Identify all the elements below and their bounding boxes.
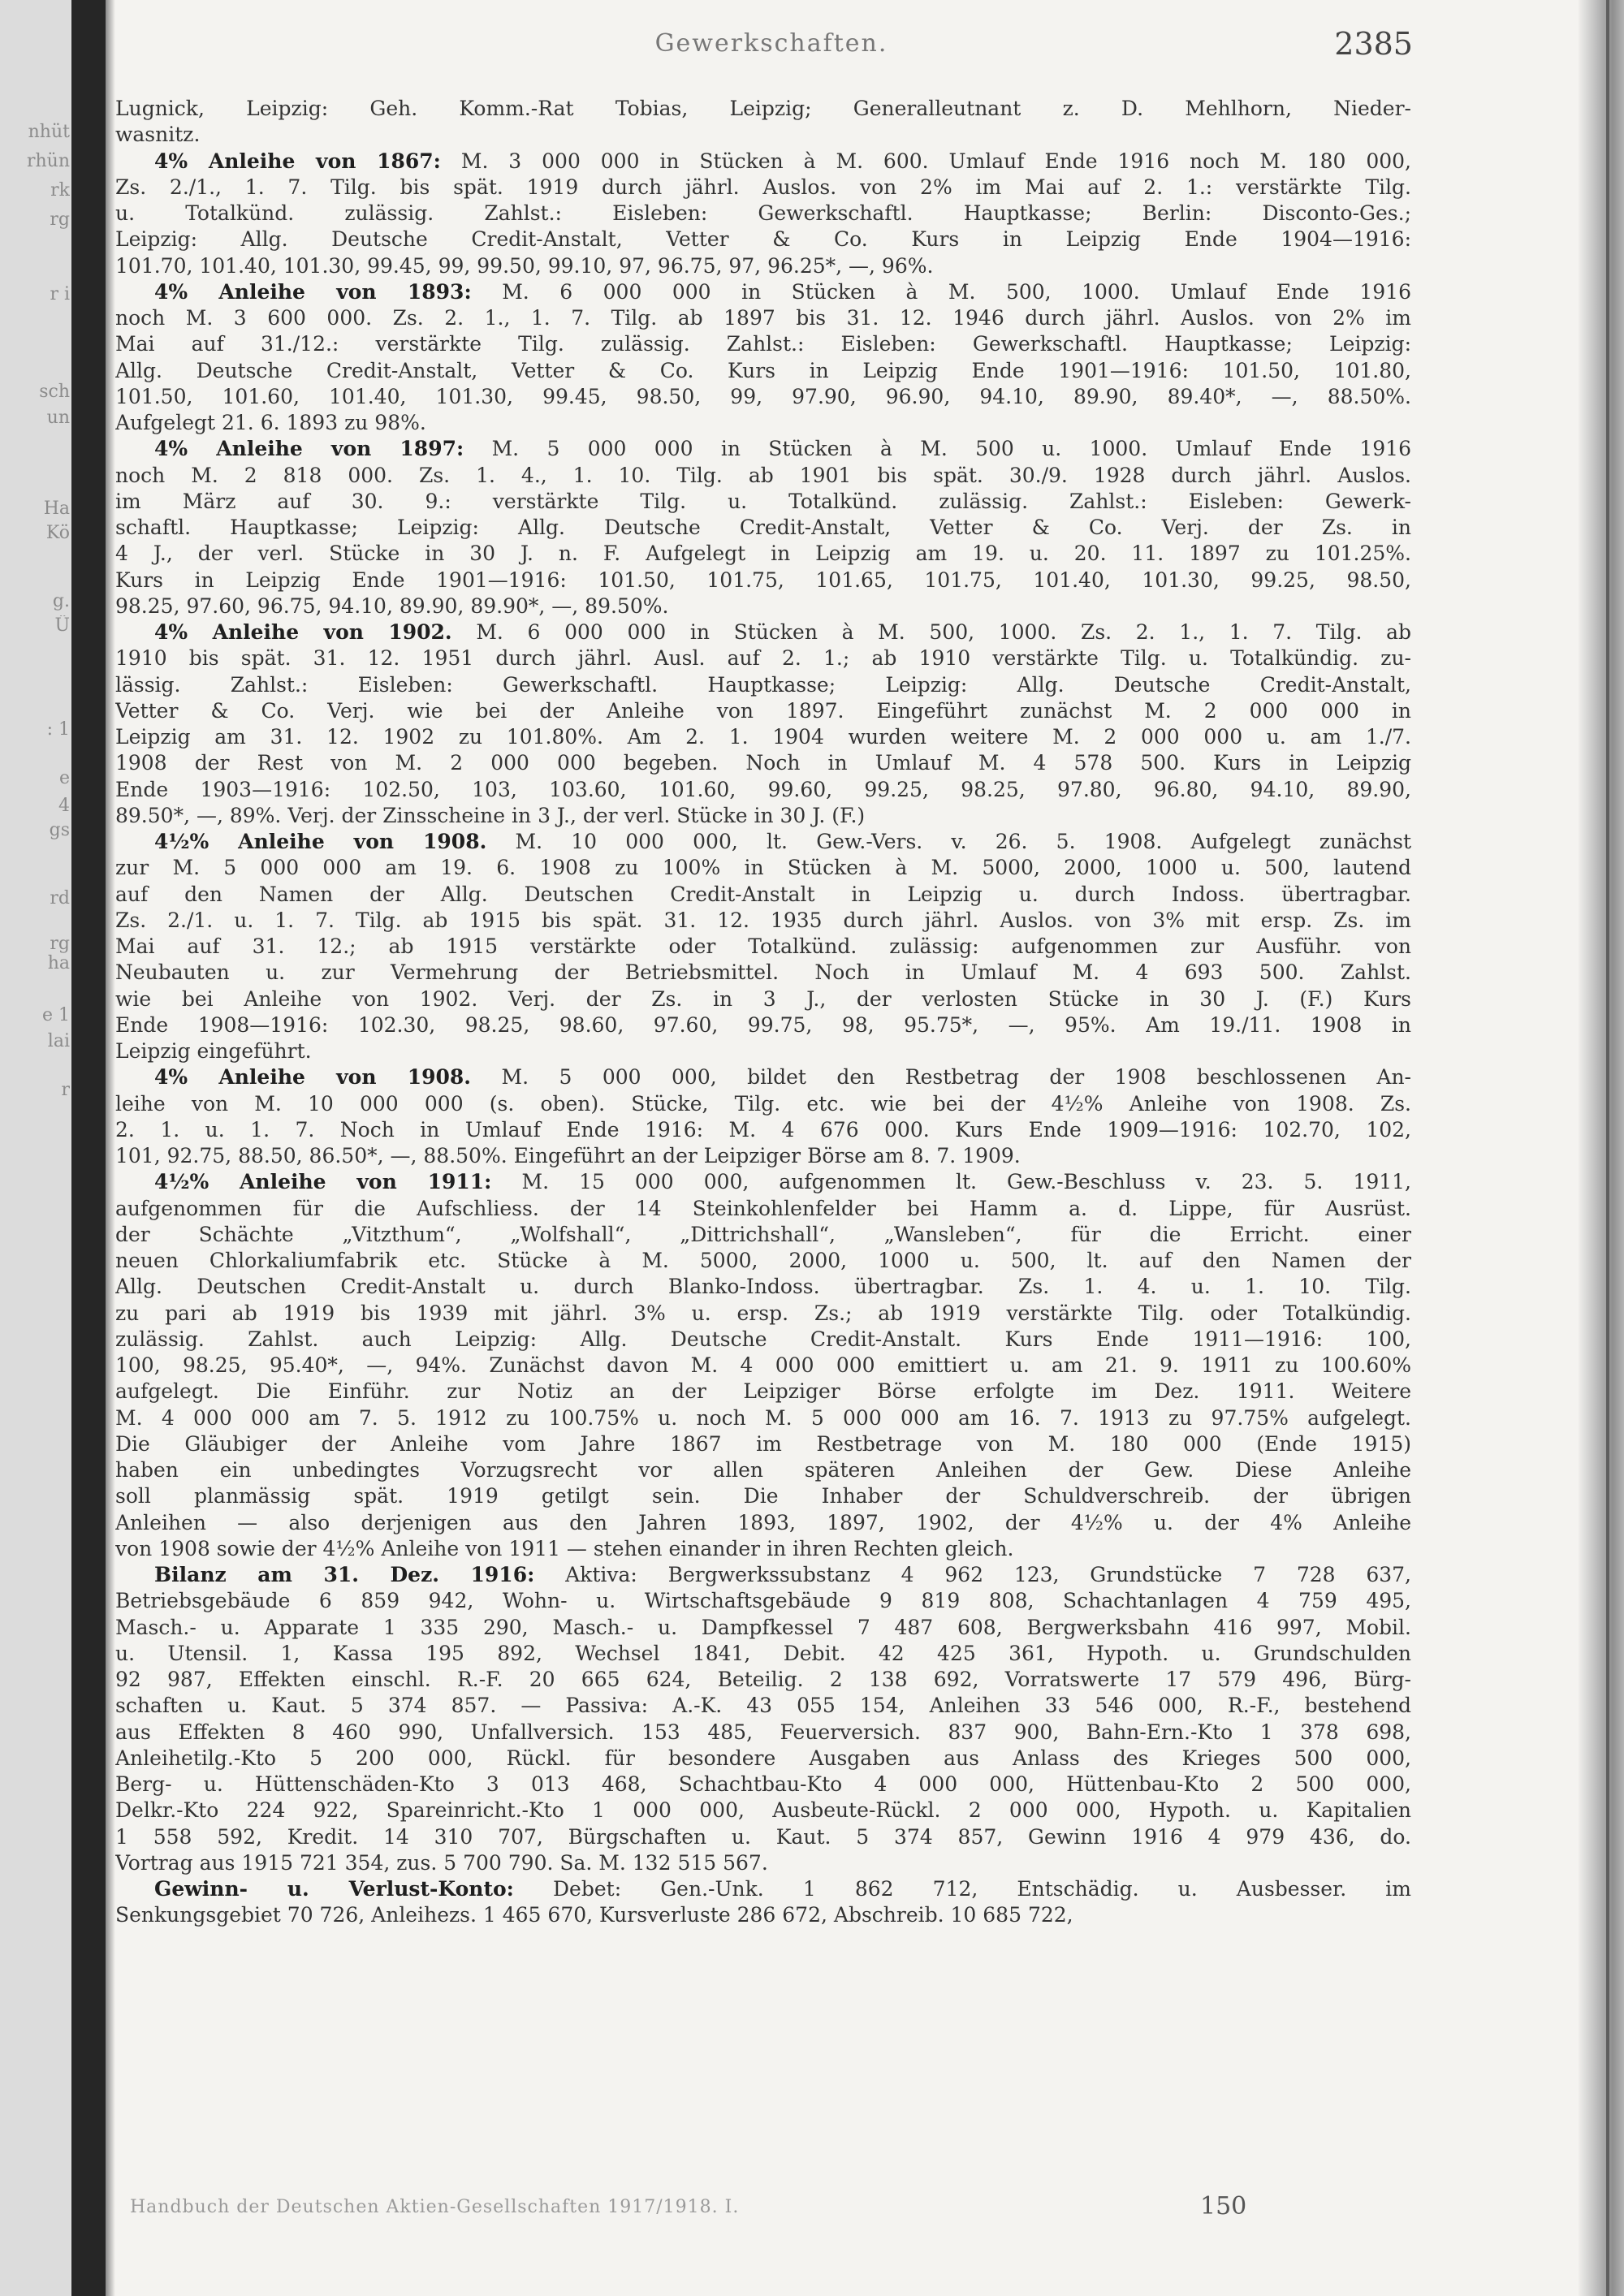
text-line xyxy=(115,1064,1411,1090)
line-text: Ende 1903—1916: 102.50, 103, 103.60, 101.60, 99.60, 99.25, 98.25, 97.80, 96.80, 94.10, 89.90, xyxy=(115,777,1411,801)
text-line xyxy=(115,149,1411,175)
text-line xyxy=(115,1850,1411,1876)
text-line xyxy=(115,515,1411,541)
line-text: neuen Chlorkaliumfabrik etc. Stücke à M. 5000, 2000, 1000 u. 500, lt. auf den Namen der xyxy=(115,1249,1411,1272)
text-line xyxy=(115,1012,1411,1038)
text-line xyxy=(115,1667,1411,1693)
text-line xyxy=(115,568,1411,593)
line-text: auf den Namen der Allg. Deutschen Credit-Anstalt in Leipzig u. durch Indoss. übertragbar. xyxy=(115,882,1411,906)
line-text: u. Utensil. 1, Kassa 195 892, Wechsel 1841, Debit. 42 425 361, Hypoth. u. Grundschulden xyxy=(115,1641,1411,1665)
page-stack-edge xyxy=(1579,0,1624,2296)
page-stack-line xyxy=(1606,0,1609,2296)
line-text: aufgelegt. Die Einführ. zur Notiz an der Leipziger Börse erfolgte im Dez. 1911. Weitere xyxy=(115,1379,1411,1404)
text-line xyxy=(115,1615,1411,1641)
margin-fragment: nhüt xyxy=(28,122,70,142)
margin-fragment: ha xyxy=(47,953,70,973)
publication-footer: Handbuch der Deutschen Aktien-Gesellschaften 1917/1918. I. xyxy=(130,2197,740,2217)
margin-fragment: : 1 xyxy=(46,719,70,740)
text-line xyxy=(115,253,1411,279)
line-text: Die Gläubiger der Anleihe vom Jahre 1867 im Restbetrage von M. 180 000 (Ende 1915) xyxy=(115,1431,1411,1456)
line-text: haben ein unbedingtes Vorzugsrecht vor allen späteren Anleihen der Gew. Diese Anleihe xyxy=(115,1458,1411,1482)
section-heading: 4% Anleihe von 1867: xyxy=(154,149,441,173)
text-line xyxy=(115,1641,1411,1667)
previous-page-edge xyxy=(0,0,75,2296)
text-line xyxy=(115,463,1411,489)
article-body xyxy=(115,96,1411,1929)
text-line xyxy=(115,750,1411,776)
line-text: Leipzig eingeführt. xyxy=(115,1039,312,1063)
line-text: zur M. 5 000 000 am 19. 6. 1908 zu 100% in Stücken à M. 5000, 2000, 1000 u. 500, lautend xyxy=(115,856,1411,880)
line-text: Leipzig: Allg. Deutsche Credit-Anstalt, Vetter & Co. Kurs in Leipzig Ende 1904—1916: xyxy=(115,227,1411,252)
margin-fragment: g. xyxy=(52,591,70,611)
margin-fragment: un xyxy=(46,408,70,428)
line-text: M. 4 000 000 am 7. 5. 1912 zu 100.75% u. noch M. 5 000 000 am 16. 7. 1913 zu 97.75% aufgelegt. xyxy=(115,1405,1411,1430)
line-text: 101, 92.75, 88.50, 86.50*, —, 88.50%. Eingeführt an der Leipziger Börse am 8. 7. 1909. xyxy=(115,1144,1021,1167)
line-text: Lugnick, Leipzig: Geh. Komm.-Rat Tobias, Leipzig; Generalleutnant z. D. Mehlhorn, Nieder- xyxy=(115,97,1411,120)
text-line xyxy=(115,1222,1411,1248)
text-line xyxy=(115,96,1411,122)
line-text: 101.70, 101.40, 101.30, 99.45, 99, 99.50, 99.10, 97, 96.75, 97, 96.25*, —, 96%. xyxy=(115,253,934,278)
text-line xyxy=(115,1562,1411,1588)
margin-fragment: r xyxy=(61,1080,70,1100)
line-text: Berg- u. Hüttenschäden-Kto 3 013 468, Schachtbau-Kto 4 000 000, Hüttenbau-Kto 2 500 000, xyxy=(115,1772,1411,1796)
margin-fragment: e xyxy=(58,768,70,788)
text-line xyxy=(115,175,1411,201)
line-text: lässig. Zahlst.: Eisleben: Gewerkschaftl. Hauptkasse; Leipzig: Allg. Deutsche Credit-Anstalt, xyxy=(115,672,1411,697)
binding-fade xyxy=(106,0,115,2296)
margin-fragment: rd xyxy=(50,888,70,908)
text-line xyxy=(115,1457,1411,1483)
margin-fragment: e 1 xyxy=(41,1005,70,1025)
text-line xyxy=(115,908,1411,934)
line-text: wasnitz. xyxy=(115,123,201,147)
text-line xyxy=(115,1772,1411,1798)
text-line xyxy=(115,305,1411,331)
line-text: Vetter & Co. Verj. wie bei der Anleihe von 1897. Eingeführt zunächst M. 2 000 000 in xyxy=(115,698,1411,723)
section-heading: 4½% Anleihe von 1911: xyxy=(154,1170,492,1194)
section-heading: 4% Anleihe von 1908. xyxy=(154,1065,472,1090)
line-text: Delkr.-Kto 224 922, Spareinricht.-Kto 1 000 000, Ausbeute-Rückl. 2 000 000, Hypoth. u. Kapitalien xyxy=(115,1798,1411,1823)
line-text: schaften u. Kaut. 5 374 857. — Passiva: A.-K. 43 055 154, Anleihen 33 546 000, R.-F., bestehend xyxy=(115,1694,1411,1718)
margin-fragment: rg xyxy=(50,934,70,954)
paragraph xyxy=(115,1562,1411,1876)
margin-fragment: r i xyxy=(50,284,70,304)
text-line xyxy=(115,1798,1411,1823)
line-text: leihe von M. 10 000 000 (s. oben). Stücke, Tilg. etc. wie bei der 4½% Anleihe von 1908. Zs. xyxy=(115,1091,1411,1116)
signature-number: 150 xyxy=(1200,2192,1247,2220)
text-line xyxy=(115,1274,1411,1300)
line-text: 1908 der Rest von M. 2 000 000 begeben. Noch in Umlauf M. 4 578 500. Kurs in Leipzig xyxy=(115,751,1411,775)
paragraph xyxy=(115,1064,1411,1169)
line-text: Mai auf 31./12.: verstärkte Tilg. zulässig. Zahlst.: Eisleben: Gewerkschaftl. Hauptkasse; Leipzig: xyxy=(115,332,1411,356)
text-line xyxy=(115,1169,1411,1195)
line-text: 98.25, 97.60, 96.75, 94.10, 89.90, 89.90*, —, 89.50%. xyxy=(115,593,669,618)
text-line xyxy=(115,986,1411,1012)
line-text: noch M. 3 600 000. Zs. 2. 1., 1. 7. Tilg. ab 1897 bis 31. 12. 1946 durch jährl. Auslos. von 2% im xyxy=(115,306,1411,330)
line-text: wie bei Anleihe von 1902. Verj. der Zs. in 3 J., der verlosten Stücke in 30 J. (F.) Kurs xyxy=(115,986,1411,1011)
text-line xyxy=(115,1536,1411,1562)
line-text: 101.50, 101.60, 101.40, 101.30, 99.45, 98.50, 99, 97.90, 96.90, 94.10, 89.90, 89.40*, —, 88.50%. xyxy=(115,384,1411,408)
section-heading: 4% Anleihe von 1897: xyxy=(154,437,464,461)
text-line xyxy=(115,934,1411,960)
running-head: Gewerkschaften. xyxy=(654,29,888,58)
paragraph xyxy=(115,1876,1411,1929)
margin-fragment: lai xyxy=(47,1031,70,1051)
line-text: Senkungsgebiet 70 726, Anleihezs. 1 465 670, Kursverluste 286 672, Abschreib. 10 685 722, xyxy=(115,1903,1073,1927)
text-line xyxy=(115,1143,1411,1169)
text-line xyxy=(115,1824,1411,1850)
text-line xyxy=(115,724,1411,750)
text-line xyxy=(115,1117,1411,1143)
text-line xyxy=(115,855,1411,881)
text-line xyxy=(115,1327,1411,1353)
line-text: 4 J., der verl. Stücke in 30 J. n. F. Aufgelegt in Leipzig am 19. u. 20. 11. 1897 zu 101.25%. xyxy=(115,542,1411,566)
paragraph xyxy=(115,436,1411,619)
line-text: Masch.- u. Apparate 1 335 290, Masch.- u. Dampfkessel 7 487 608, Bergwerksbahn 416 997, Mobil. xyxy=(115,1615,1411,1639)
text-line xyxy=(115,489,1411,515)
text-line xyxy=(115,1483,1411,1509)
text-line xyxy=(115,1876,1411,1902)
line-text: zu pari ab 1919 bis 1939 mit jährl. 3% u. ersp. Zs.; ab 1919 verstärkte Tilg. oder Totalkündig. xyxy=(115,1301,1411,1325)
text-line xyxy=(115,1902,1411,1928)
text-line xyxy=(115,436,1411,462)
text-line xyxy=(115,1510,1411,1536)
line-text: M. 5 000 000, bildet den Restbetrag der 1908 beschlossenen An- xyxy=(501,1065,1411,1090)
page-header xyxy=(130,23,1413,71)
margin-fragment: Ü xyxy=(54,615,70,636)
text-line xyxy=(115,1301,1411,1327)
line-text: aus Effekten 8 460 990, Unfallversich. 153 485, Feuerversich. 837 900, Bahn-Ern.-Kto 1 378 698, xyxy=(115,1720,1411,1744)
line-text: noch M. 2 818 000. Zs. 1. 4., 1. 10. Tilg. ab 1901 bis spät. 30./9. 1928 durch jährl. Auslos. xyxy=(115,463,1411,487)
margin-fragment: rg xyxy=(50,209,70,230)
margin-fragment: gs xyxy=(49,820,70,840)
text-line xyxy=(115,1431,1411,1457)
section-heading: 4% Anleihe von 1893: xyxy=(154,279,472,304)
line-text: aufgenommen für die Aufschliess. der 14 Steinkohlenfelder bei Hamm a. d. Lippe, für Ausrüst. xyxy=(115,1196,1411,1220)
text-line xyxy=(115,1248,1411,1274)
line-text: Zs. 2./1., 1. 7. Tilg. bis spät. 1919 durch jährl. Auslos. von 2% im Mai auf 2. 1.: verstärkte Tilg. xyxy=(115,175,1411,199)
paragraph xyxy=(115,829,1411,1064)
line-text: der Schächte „Vitzthum“, „Wolfshall“, „Dittrichshall“, „Wansleben“, für die Erricht. einer xyxy=(115,1222,1411,1246)
line-text: M. 6 000 000 in Stücken à M. 500, 1000. Umlauf Ende 1916 xyxy=(502,279,1411,304)
line-text: schaftl. Hauptkasse; Leipzig: Allg. Deutsche Credit-Anstalt, Vetter & Co. Verj. der Zs. in xyxy=(115,516,1411,539)
line-text: 100, 98.25, 95.40*, —, 94%. Zunächst davon M. 4 000 000 emittiert u. am 21. 9. 1911 zu 100.60% xyxy=(115,1353,1411,1377)
line-text: 1910 bis spät. 31. 12. 1951 durch jährl. Ausl. auf 2. 1.; ab 1910 verstärkte Tilg. u. Totalkündig. zu- xyxy=(115,646,1411,671)
text-line xyxy=(115,619,1411,645)
text-line xyxy=(115,279,1411,305)
line-text: M. 5 000 000 in Stücken à M. 500 u. 1000. Umlauf Ende 1916 xyxy=(491,437,1411,461)
line-text: Kurs in Leipzig Ende 1901—1916: 101.50, 101.75, 101.65, 101.75, 101.40, 101.30, 99.25, 98.50, xyxy=(115,568,1411,592)
text-line xyxy=(115,593,1411,619)
margin-fragment: sch xyxy=(39,382,70,402)
line-text: Anleihen — also derjenigen aus den Jahren 1893, 1897, 1902, der 4½% u. der 4% Anleihe xyxy=(115,1510,1411,1534)
line-text: M. 10 000 000, lt. Gew.-Vers. v. 26. 5. 1908. Aufgelegt zunächst xyxy=(515,830,1411,853)
line-text: M. 6 000 000 in Stücken à M. 500, 1000. Zs. 2. 1., 1. 7. Tilg. ab xyxy=(476,620,1411,644)
line-text: M. 3 000 000 in Stücken à M. 600. Umlauf Ende 1916 noch M. 180 000, xyxy=(460,149,1411,173)
text-line xyxy=(115,803,1411,829)
page-number: 2385 xyxy=(1334,26,1413,62)
line-text: Ende 1908—1916: 102.30, 98.25, 98.60, 97.60, 99.75, 98, 95.75*, —, 95%. Am 19./11. 1908 in xyxy=(115,1012,1411,1037)
line-text: Betriebsgebäude 6 859 942, Wohn- u. Wirtschaftsgebäude 9 819 808, Schachtanlagen 4 759 495, xyxy=(115,1589,1411,1613)
section-heading: Gewinn- u. Verlust-Konto: xyxy=(154,1877,514,1901)
text-line xyxy=(115,1720,1411,1746)
text-line xyxy=(115,1038,1411,1064)
line-text: Aufgelegt 21. 6. 1893 zu 98%. xyxy=(115,411,426,434)
line-text: im März auf 30. 9.: verstärkte Tilg. u. Totalkünd. zulässig. Zahlst.: Eisleben: Gewerk- xyxy=(115,489,1411,513)
text-line xyxy=(115,1353,1411,1379)
section-heading: 4% Anleihe von 1902. xyxy=(154,620,452,644)
text-line xyxy=(115,1379,1411,1405)
line-text: Vortrag aus 1915 721 354, zus. 5 700 790. Sa. M. 132 515 567. xyxy=(115,1850,768,1875)
text-line xyxy=(115,1588,1411,1614)
section-heading: 4½% Anleihe von 1908. xyxy=(154,830,487,853)
line-text: 2. 1. u. 1. 7. Noch in Umlauf Ende 1916: M. 4 676 000. Kurs Ende 1909—1916: 102.70, 102, xyxy=(115,1117,1411,1142)
paragraph xyxy=(115,1169,1411,1562)
text-line xyxy=(115,829,1411,855)
margin-fragment: rk xyxy=(50,180,70,201)
line-text: von 1908 sowie der 4½% Anleihe von 1911 — stehen einander in ihren Rechten gleich. xyxy=(115,1536,1014,1560)
paragraph xyxy=(115,149,1411,279)
line-text: Aktiva: Bergwerkssubstanz 4 962 123, Grundstücke 7 728 637, xyxy=(565,1563,1411,1586)
margin-fragment: Kö xyxy=(45,523,70,543)
line-text: Debet: Gen.-Unk. 1 862 712, Entschädig. u. Ausbesser. im xyxy=(553,1877,1411,1901)
paragraph xyxy=(115,96,1411,149)
line-text: Allg. Deutsche Credit-Anstalt, Vetter & Co. Kurs in Leipzig Ende 1901—1916: 101.50, 101.80, xyxy=(115,358,1411,382)
paragraph xyxy=(115,279,1411,437)
text-line xyxy=(115,1746,1411,1772)
line-text: soll planmässig spät. 1919 getilgt sein. Die Inhaber der Schuldverschreib. der übrigen xyxy=(115,1484,1411,1508)
text-line xyxy=(115,882,1411,908)
line-text: 92 987, Effekten einschl. R.-F. 20 665 624, Beteilig. 2 138 692, Vorratswerte 17 579 496, Bürg- xyxy=(115,1668,1411,1691)
text-line xyxy=(115,358,1411,384)
margin-fragment: rhün xyxy=(26,151,70,171)
margin-fragment: Ha xyxy=(43,498,70,519)
text-line xyxy=(115,672,1411,698)
line-text: Allg. Deutschen Credit-Anstalt u. durch Blanko-Indoss. übertragbar. Zs. 1. 4. u. 1. 10. Tilg. xyxy=(115,1275,1411,1299)
text-line xyxy=(115,777,1411,803)
line-text: Leipzig am 31. 12. 1902 zu 101.80%. Am 2. 1. 1904 wurden weitere M. 2 000 000 u. am 1./7. xyxy=(115,725,1411,749)
text-line xyxy=(115,331,1411,357)
line-text: M. 15 000 000, aufgenommen lt. Gew.-Beschluss v. 23. 5. 1911, xyxy=(521,1170,1411,1194)
line-text: 89.50*, —, 89%. Verj. der Zinsscheine in 3 J., der verl. Stücke in 30 J. (F.) xyxy=(115,803,866,827)
text-line xyxy=(115,541,1411,567)
line-text: Zs. 2./1. u. 1. 7. Tilg. ab 1915 bis spät. 31. 12. 1935 durch jährl. Auslos. von 3% mit ersp. Zs. im xyxy=(115,908,1411,932)
paragraph xyxy=(115,619,1411,829)
text-line xyxy=(115,1693,1411,1719)
line-text: zulässig. Zahlst. auch Leipzig: Allg. Deutsche Credit-Anstalt. Kurs Ende 1911—1916: 100, xyxy=(115,1327,1411,1351)
text-line xyxy=(115,384,1411,410)
text-line xyxy=(115,645,1411,671)
section-heading: Bilanz am 31. Dez. 1916: xyxy=(154,1563,535,1586)
text-line xyxy=(115,1196,1411,1222)
line-text: Anleihetilg.-Kto 5 200 000, Rückl. für besondere Ausgaben aus Anlass des Krieges 500 000, xyxy=(115,1746,1411,1770)
line-text: 1 558 592, Kredit. 14 310 707, Bürgschaften u. Kaut. 5 374 857, Gewinn 1916 4 979 436, do. xyxy=(115,1824,1411,1849)
page-footer xyxy=(130,2192,1348,2225)
text-line xyxy=(115,227,1411,252)
line-text: Neubauten u. zur Vermehrung der Betriebsmittel. Noch in Umlauf M. 4 693 500. Zahlst. xyxy=(115,960,1411,985)
text-line xyxy=(115,1405,1411,1431)
text-line xyxy=(115,201,1411,227)
text-line xyxy=(115,410,1411,436)
line-text: Mai auf 31. 12.; ab 1915 verstärkte oder Totalkünd. zulässig: aufgenommen zur Ausführ. von xyxy=(115,934,1411,958)
text-line xyxy=(115,1091,1411,1117)
line-text: u. Totalkünd. zulässig. Zahlst.: Eisleben: Gewerkschaftl. Hauptkasse; Berlin: Disconto-Ges.; xyxy=(115,201,1411,225)
margin-fragment: 4 xyxy=(58,796,70,816)
text-line xyxy=(115,960,1411,986)
book-binding-shadow xyxy=(71,0,106,2296)
text-line xyxy=(115,698,1411,724)
text-line xyxy=(115,122,1411,148)
